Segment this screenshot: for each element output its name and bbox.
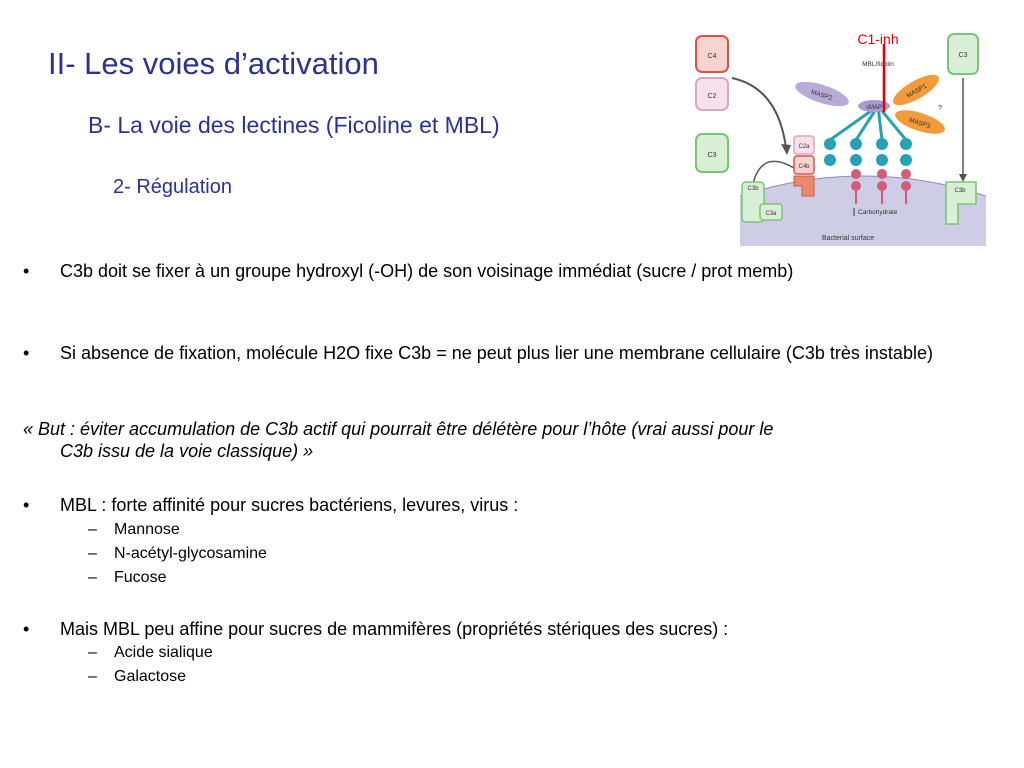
c3a-label: C3a [765,211,777,217]
list-item: – N-acétyl-glycosamine [88,545,267,562]
smap-label: sMAP [865,105,883,111]
c1-inh-label: C1-inh [857,31,899,47]
bullet-mbl-affinity [23,494,998,516]
carbohydrate-label: Carbohydrate [858,209,898,216]
bullet-text: Si absence de fixation, molécule H2O fixe C3b = ne peut plus lier une membrane cellulaire (C3b très instable) [60,343,933,363]
quote-line-2: C3b issu de la voie classique) » [60,441,314,461]
bullet-c3b-fixation [23,260,998,282]
slide-subsubtitle: 2- Régulation [113,176,232,198]
bullet-text: Mais MBL peu affine pour sucres de mammifères (propriétés stériques des sucres) : [60,619,729,639]
c4-label: C4 [707,53,717,60]
c3-right-label: C3 [958,52,968,59]
bullet-mammal-sugars [23,618,998,640]
bullet-marker: • [23,261,30,281]
list-item: – Fucose [88,569,167,586]
mbl-ficolin-label: MBL/ficolin [862,61,894,68]
masp3-label: MASP3 [907,116,932,131]
slide-title: II- Les voies d’activation [48,46,379,81]
list-item: – Galactose [88,668,187,685]
c2-label: C2 [707,93,717,100]
bullet-marker: • [23,619,30,639]
bullet-h2o-fixation [23,342,998,364]
list-item: – Mannose [88,521,180,538]
c3b-left-label: C3b [747,186,759,192]
quote-but [23,418,983,462]
c3b-right-label: C3b [954,188,966,194]
slide-subtitle: B- La voie des lectines (Ficoline et MBL) [88,112,500,138]
c3-left-label: C3 [707,152,717,159]
bullet-text: C3b doit se fixer à un groupe hydroxyl (-OH) de son voisinage immédiat (sucre / prot memb) [60,261,794,281]
c2a-label: C2a [798,144,810,150]
masp1-label: MASP1 [905,82,929,100]
bacterial-surface-label: Bacterial surface [822,235,875,242]
c4b-label: C4b [798,164,810,170]
bullet-marker: • [23,343,30,363]
bullet-marker: • [23,495,30,515]
masp2-label: MASP2 [809,88,834,103]
bullet-text: MBL : forte affinité pour sucres bactériens, levures, virus : [60,495,519,515]
quote-line-1: « But : éviter accumulation de C3b actif qui pourrait être délétère pour l’hôte (vrai aussi pour le [23,419,774,439]
list-item: – Acide sialique [88,644,213,661]
question-mark: ? [938,105,942,112]
